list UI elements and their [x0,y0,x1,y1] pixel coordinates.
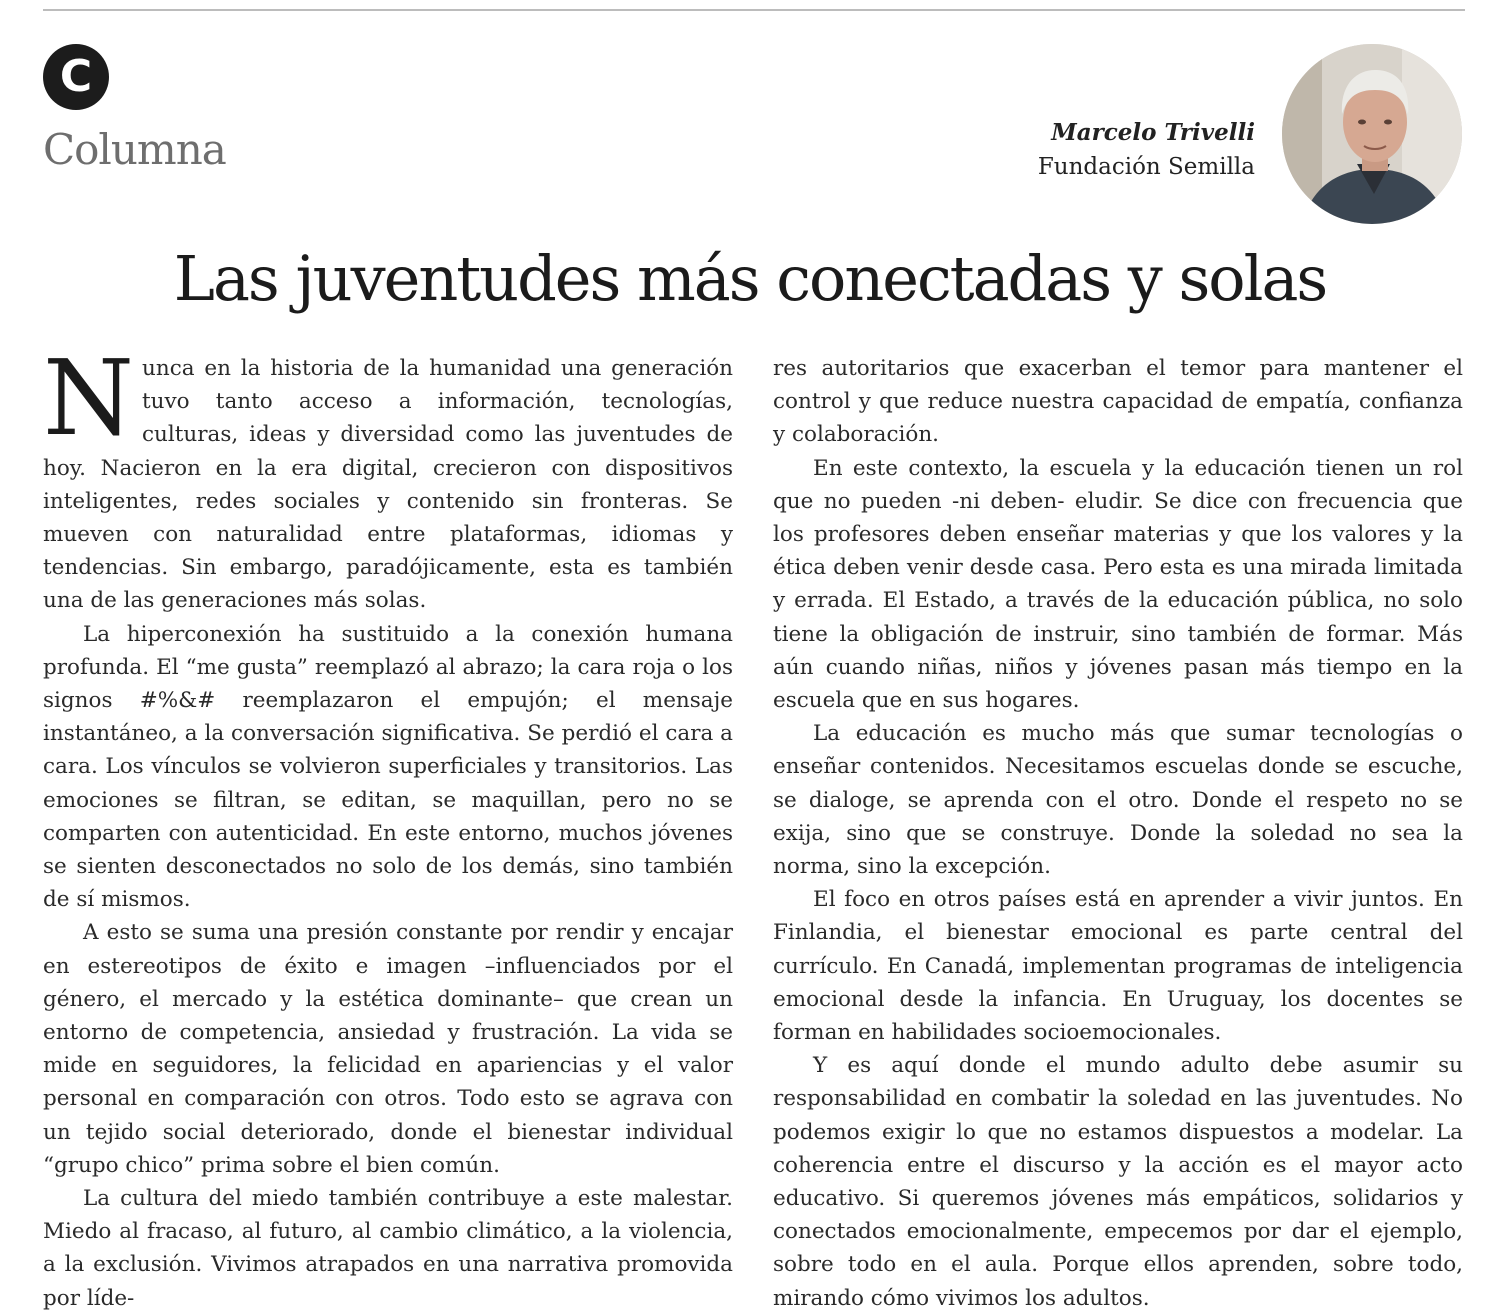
article-column-right [773,352,1463,1315]
paragraph-text: unca en la historia de la humanidad una generación tuvo tanto acceso a información, tecnologías, culturas, ideas y diversidad como las juventudes de hoy. Nacieron en la era digital, crecieron con dispositivos inteligentes, redes sociales y contenido sin fronteras. Se mueven con naturalidad entre plataformas, idiomas y tendencias. Sin embargo, paradójicamente, esta es también una de las generaciones más solas. [43,356,733,614]
article-paragraph: res autoritarios que exacerban el temor para mantener el control y que reduce nuestra capacidad de empatía, confianza y colaboración. [773,356,1463,448]
author-name: Marcelo Trivelli [1051,119,1255,146]
byline [1038,116,1255,184]
article-paragraph: Y es aquí donde el mundo adulto debe asumir su responsabilidad en combatir la soledad en las juventudes. No podemos exigir lo que no estamos dispuestos a modelar. La coherencia entre el discurso y la acción es el mayor acto educativo. Si queremos jóvenes más empáticos, solidarios y conectados emocionalmente, empecemos por dar el ejemplo, sobre todo en el aula. Porque ellos aprenden, sobre todo, mirando cómo vivimos los adultos. [773,1053,1463,1311]
top-rule [43,9,1465,11]
author-portrait-icon [1282,44,1462,224]
article-paragraph: En este contexto, la escuela y la educación tienen un rol que no pueden -ni deben- eludir. Se dice con frecuencia que los profesores deben enseñar materias y que los valores y la ética deben venir desde casa. Pero esta es una mirada limitada y errada. El Estado, a través de la educación pública, no solo tiene la obligación de instruir, sino también de formar. Más aún cuando niñas, niños y jóvenes pasan más tiempo en la escuela que en sus hogares. [773,455,1463,714]
section-badge-letter: C [59,51,93,102]
article-paragraph: La hiperconexión ha sustituido a la conexión humana profunda. El “me gusta” reemplazó al abrazo; la cara roja o los signos #%&# reemplazaron el empujón; el mensaje instantáneo, a la conversación significativa. Se perdió el cara a cara. Los vínculos se volvieron superficiales y transitorios. Las emociones se filtran, se editan, se maquillan, pero no se comparten con autenticidad. En este entorno, muchos jóvenes se sienten desconectados no solo de los demás, sino también de sí mismos. [43,621,733,913]
article-paragraph: A esto se suma una presión constante por rendir y encajar en estereotipos de éxito e imagen –influenciados por el género, el mercado y la estética dominante– que crean un entorno de competencia, ansiedad y frustración. La vida se mide en seguidores, la felicidad en apariencias y el valor personal en comparación con otros. Todo esto se agrava con un tejido social deteriorado, donde el bienestar individual “grupo chico” prima sobre el bien común. [43,920,733,1178]
author-organization: Fundación Semilla [1037,154,1255,180]
article-paragraph [43,337,733,618]
article-column-left [43,337,733,1315]
article-paragraph: La educación es mucho más que sumar tecnologías o enseñar contenidos. Necesitamos escuelas donde se escuche, se dialoge, se aprenda con el otro. Donde el respeto no se exija, sino que se construye. Donde la soledad no sea la norma, sino la excepción. [773,721,1463,880]
article-paragraph: La cultura del miedo también contribuye a este malestar. Miedo al fracaso, al futuro, al cambio climático, a la violencia, a la exclusión. Vivimos atrapados en una narrativa promovida por líde- [43,1186,733,1311]
article-paragraph: El foco en otros países está en aprender a vivir juntos. En Finlandia, el bienestar emocional es parte central del currículo. En Canadá, implementan programas de inteligencia emocional desde la infancia. En Uruguay, los docentes se forman en habilidades socioemocionales. [773,887,1463,1046]
headline: Las juventudes más conectadas y solas [173,242,1327,315]
dropcap: N [43,337,134,459]
author-photo [1282,44,1462,224]
section-title: Columna [43,125,226,174]
section-badge [43,44,109,110]
